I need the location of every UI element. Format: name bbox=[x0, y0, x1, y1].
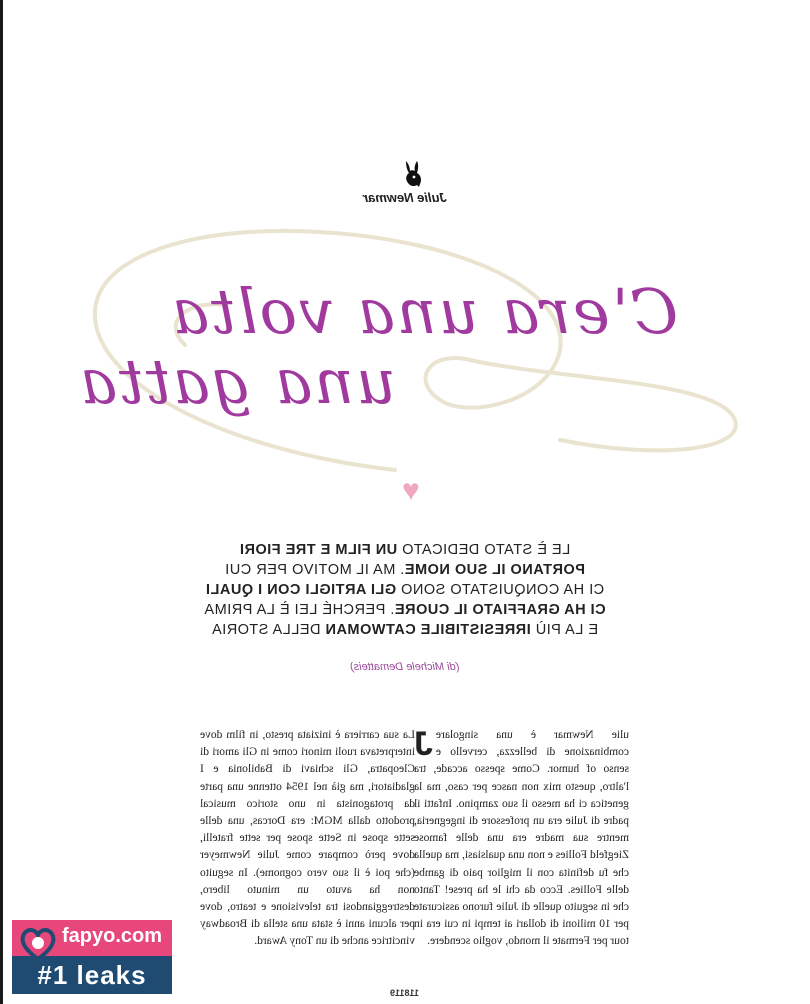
deck bbox=[200, 540, 610, 640]
deck-emphasis: GLI ARTIGLI CON I QUALI bbox=[205, 582, 397, 598]
watermark-site-text: fapyo.com bbox=[62, 925, 163, 947]
deck-emphasis: IRRESISTIBILE CATWOMAN bbox=[325, 622, 531, 638]
deck-segment: DELLA STORIA bbox=[211, 622, 326, 638]
deck-segment: LE È STATO DEDICATO bbox=[397, 542, 571, 558]
deck-line bbox=[204, 600, 606, 620]
deck-emphasis: CI HA GRAFFIATO IL CUORE bbox=[394, 602, 606, 618]
bunny-logo-icon bbox=[403, 160, 423, 188]
deck-segment: . MA IL MOTIVO PER CUI bbox=[224, 562, 405, 578]
deck-emphasis: PORTANO IL SUO NOME bbox=[404, 562, 586, 578]
deck-segment: E LA PIÙ bbox=[530, 622, 599, 638]
watermark[interactable] bbox=[12, 920, 172, 996]
headline-line-1 bbox=[170, 275, 678, 348]
body-column-right bbox=[414, 727, 629, 951]
heart-logo-icon bbox=[18, 923, 58, 963]
byline bbox=[0, 190, 810, 205]
headline-line-1-text: C'era una volta bbox=[170, 275, 679, 348]
headline-line-2-text: una gatta bbox=[78, 345, 396, 418]
deck-line bbox=[204, 540, 606, 560]
deck-text bbox=[204, 540, 606, 640]
deck-emphasis: UN FILM E TRE FIORI bbox=[239, 542, 398, 558]
body-column-left-text: La sua carriera è iniziata presto, in film dove interpretava ruoli minori come in Gli amori di Cleopatra, Gli schiavi di Babilonia e I gladiatori, ma già nel 1954 ottenne una parte da protagonista in uno storico musical prodotto dalla MGM: era Dorcas, una delle sette spose in Sette spose per sette fratelli, dove però compare come Julie Newmeyer (che poi è il suo vero cognome). In seguito non ha avuto un minuto libero, destreggiandosi tra televisione e teatro, dove per alcuni anni è stata una stella di Broadway vincitrice anche di un Tony Award. bbox=[200, 729, 415, 948]
author-credit bbox=[0, 661, 810, 673]
author-credit-text: (di Michele Dematteis) bbox=[350, 661, 460, 673]
page-number-text: 118119 bbox=[390, 988, 420, 998]
headline-line-2 bbox=[78, 345, 396, 418]
heart-icon: ♥ bbox=[402, 474, 420, 507]
watermark-tagline: #1 leaks bbox=[37, 960, 147, 990]
drop-cap: J bbox=[414, 725, 433, 763]
deck-line bbox=[204, 560, 606, 580]
byline-text: Julie Newmar bbox=[363, 190, 447, 205]
deck-line bbox=[204, 620, 606, 640]
body-column-left bbox=[200, 727, 415, 951]
deck-segment: . PERCHÉ LEI È LA PRIMA bbox=[204, 602, 395, 618]
deck-segment: CI HA CONQUISTATO SONO bbox=[396, 582, 605, 598]
body-column-right-text: J ulie Newmar è una singolare combinazione di bellezza, cervello e senso of humor. Come spesso accade, tra l'altro, questo mix non nasce per caso, ma la genetica ci ha messo il suo zampino. Infatti il padre di Julie era un professore di ingegneria, mentre sua madre era una delle famose Ziegfeld Follies e non una qualsiasi, ma quella che fu definita con il miglior paio di gambe delle Follies. Ecco da chi le ha prese! Tanto che in seguito quelle di Julie furono assicurate per 10 milioni di dollari ai tempi in cui era in tour per Fermate il mondo, voglio scendere. bbox=[414, 725, 629, 948]
deck-line bbox=[204, 580, 606, 600]
